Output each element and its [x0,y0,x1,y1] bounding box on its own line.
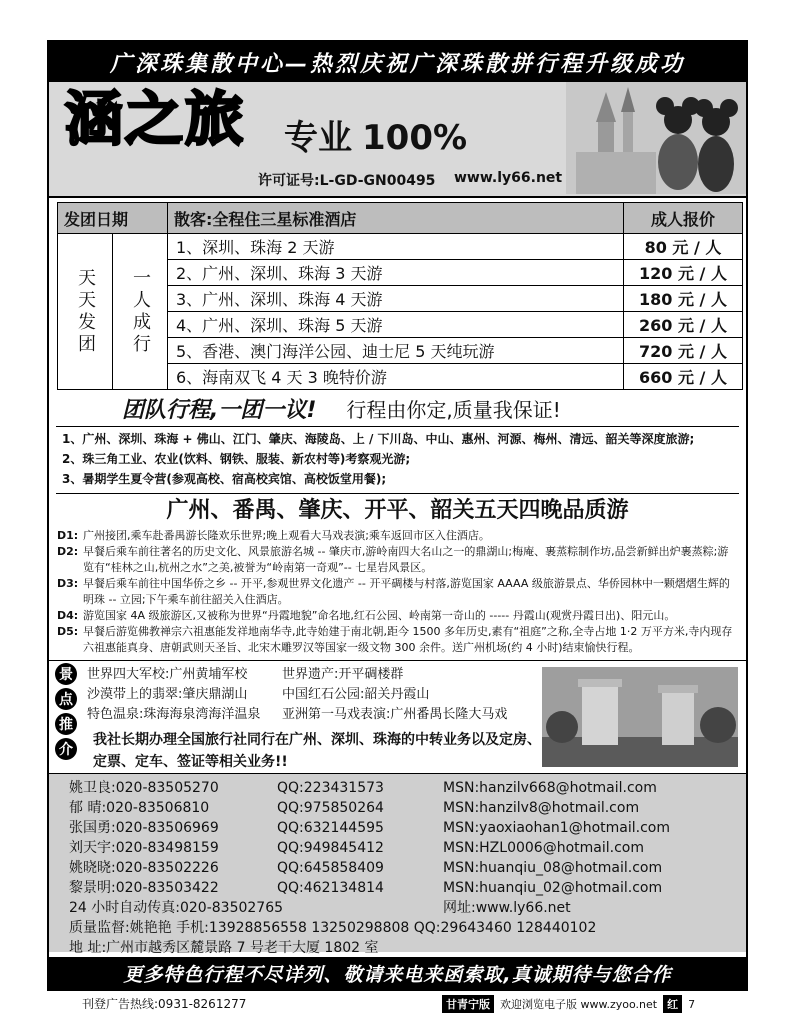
agency-services: 我社长期办理全国旅行社同行在广州、深圳、珠海的中转业务以及定房、定票、定车、签证等相关业务!! [93,732,541,770]
tag-char: 景 [55,663,77,685]
contact-name-phone: 张国勇:020-83506969 [69,820,219,836]
price-table-header [58,203,743,234]
slogan-team: 团队行程,一团一议! [122,397,317,423]
feature-list [56,427,739,494]
day-text: 早餐后乘车前往著名的历史文化、风景旅游名城 -- 肇庆市,游岭南四大名山之一的鼎湖山;梅庵、裹蒸粽制作坊,品尝新鲜出炉裹蒸粽;游览有“桂林之山,杭州之水”之美,被誉为“岭南第一奇观”-- 七星岩风景区。 [83,545,729,574]
edition-badge: 甘青宁版 [442,995,494,1013]
day-key: D1: [57,529,79,542]
attraction: 世界四大军校:广州黄埔军校 [87,667,248,682]
contact-msn: MSN:huanqiu_02@hotmail.com [443,880,663,896]
header [49,82,746,198]
poster [47,40,748,991]
contact-row [69,798,726,818]
ad-hotline: 刊登广告热线:0931-8261277 [82,997,247,1011]
tour-row-price: 720 元 / 人 [624,338,743,364]
itinerary-day [57,528,738,544]
tour-row-price: 260 元 / 人 [624,312,743,338]
contact-row [69,838,726,858]
contact-qq: QQ:632144595 [277,820,384,836]
day-text: 广州接团,乘车赴番禺游长隆欢乐世界;晚上观看大马戏表演;乘车返回市区入住酒店。 [83,529,490,542]
itinerary-day [57,624,738,656]
contact-msn: MSN:hanzilv668@hotmail.com [443,780,657,796]
tour-row-price: 180 元 / 人 [624,286,743,312]
tag-char: 点 [55,688,77,710]
diaolou-photo [542,667,738,767]
contact-name-phone: 郁 晴:020-83506810 [69,800,210,816]
attraction: 沙漠带上的翡翠:肇庆鼎湖山 [87,687,248,702]
contact-name-phone: 黎景明:020-83503422 [69,880,219,896]
attractions-tags [55,663,77,760]
contact-row [69,878,726,898]
contact-qq: QQ:949845412 [277,840,384,856]
date-daily: 天天发团 [58,234,113,390]
top-banner: 广深珠集散中心—热烈庆祝广深珠散拼行程升级成功 [49,42,746,82]
contact-qq: QQ:462134814 [277,880,384,896]
tour-row-price: 80 元 / 人 [624,234,743,260]
fax: 24 小时自动传真:020-83502765 [69,900,284,916]
col-date: 发团日期 [58,203,168,234]
contact-msn: MSN:huanqiu_08@hotmail.com [443,860,663,876]
footer-text: 欢迎浏览电子版 www.zyoo.net [500,998,658,1011]
page-number: 7 [688,997,696,1011]
header-website: www.ly66.net [454,170,563,186]
feature-item: 2、珠三角工业、农业(饮料、钢铁、服装、新农村等)考察观光游; [62,452,411,466]
tour-row-price: 120 元 / 人 [624,260,743,286]
attraction: 世界遗产:开平碉楼群 [282,667,404,682]
contact-row [69,818,726,838]
day-key: D5: [57,625,79,638]
attractions-list [87,665,507,725]
day-key: D3: [57,577,79,590]
feature-item: 1、广州、深圳、珠海 + 佛山、江门、肇庆、海陵岛、上 / 下川岛、中山、惠州、河源、梅州、清远、韶关等深度旅游; [62,432,695,446]
day-key: D4: [57,609,79,622]
date-single: 一人成行 [113,234,168,390]
tour-row-desc: 3、广州、深圳、珠海 4 天游 [168,286,624,312]
office-address: 地 址:广州市越秀区麓景路 7 号老干大厦 1802 室 [69,940,379,956]
day-text: 早餐后乘车前往中国华侨之乡 -- 开平,参观世界文化遗产 -- 开平碉楼与村落,游览国家 AAAA 级旅游景点、华侨园林中一颗熠熠生辉的明珠 -- 立园;下午乘车前往韶关入住酒店。 [83,577,730,606]
quality-supervision: 质量监督:姚艳艳 手机:13928856558 13250298808 QQ:29643460 128440102 [69,920,597,936]
fax-row [69,898,726,918]
attractions-section [49,660,746,774]
contact-row [69,778,726,798]
day-key: D2: [57,545,79,558]
contact-name-phone: 姚卫良:020-83505270 [69,780,219,796]
bottom-banner: 更多特色行程不尽详列、敬请来电来函索取,真诚期待与您合作 [49,957,746,989]
brand-slogan [274,110,467,159]
slogan-quality: 行程由你定,质量我保证! [346,397,561,422]
attraction: 特色温泉:珠海海泉湾海洋温泉 [87,707,261,722]
tour-row-desc: 2、广州、深圳、珠海 3 天游 [168,260,624,286]
tag-char: 介 [55,738,77,760]
contact-msn: MSN:yaoxiaohan1@hotmail.com [443,820,670,836]
tour-title: 广州、番禺、肇庆、开平、韶关五天四晚品质游 [166,498,629,523]
page-footer [442,995,695,1013]
itinerary-day [57,544,738,576]
contact-qq: QQ:975850264 [277,800,384,816]
attraction: 中国红石公园:韶关丹霞山 [282,687,430,702]
site-address: 网址:www.ly66.net [443,900,571,916]
contact-qq: QQ:223431573 [277,780,384,796]
tour-row-price: 660 元 / 人 [624,364,743,390]
col-desc: 散客:全程住三星标准酒店 [168,203,624,234]
brand-slogan-text: 专业 [284,118,352,158]
contact-qq: QQ:645858409 [277,860,384,876]
day-text: 早餐后游览佛教禅宗六祖惠能发祥地南华寺,此寺始建于南北朝,距今 1500 多年历史,素有“祖庭”之称,全寺占地 1·2 万平方米,寺内现存六祖惠能真身、唐朝武则天圣旨、北宋木雕罗汉等国家一级文物 300 余件。送广州机场(约 4 小时)结束愉快行程。 [83,625,733,654]
feature-item: 3、暑期学生夏令营(参观高校、宿高校宾馆、高校饭堂用餐); [62,472,387,486]
itinerary [49,528,746,656]
castle-mascot-image [566,82,746,194]
tag-char: 推 [55,713,77,735]
license-number: 许可证号:L-GD-GN00495 [258,173,436,189]
tour-row-desc: 6、海南双飞 4 天 3 晚特价游 [168,364,624,390]
tour-row-desc: 4、广州、深圳、珠海 5 天游 [168,312,624,338]
contact-name-phone: 姚晓晓:020-83502226 [69,860,219,876]
col-price: 成人报价 [624,203,743,234]
slogan-bar [56,390,739,427]
brand-percent: 100% [362,118,468,158]
contact-name-phone: 刘天宇:020-83498159 [69,840,219,856]
price-table [57,202,743,390]
brand-logo: 涵之旅 [65,85,246,153]
itinerary-day [57,608,738,624]
itinerary-day [57,576,738,608]
contact-msn: MSN:HZL0006@hotmail.com [443,840,644,856]
tour-row-desc: 1、深圳、珠海 2 天游 [168,234,624,260]
footer-mark: 红 [663,995,682,1013]
day-text: 游览国家 4A 级旅游区,又被称为世界“丹霞地貌”命名地,红石公园、岭南第一奇山的 ----- 丹霞山(观赏丹霞日出)、阳元山。 [83,609,676,622]
contacts [49,774,746,956]
contact-row [69,858,726,878]
attraction: 亚洲第一马戏表演:广州番禺长隆大马戏 [282,707,508,722]
contact-msn: MSN:hanzilv8@hotmail.com [443,800,640,816]
tour-row-desc: 5、香港、澳门海洋公园、迪士尼 5 天纯玩游 [168,338,624,364]
